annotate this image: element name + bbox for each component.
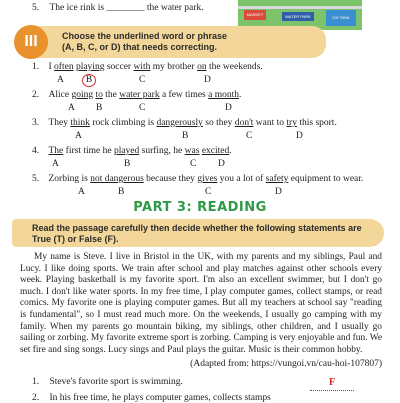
exercise-item: [32, 62, 263, 72]
item-number: 4.: [32, 146, 40, 156]
option-c: was: [184, 146, 200, 156]
exercise-item: [32, 146, 232, 156]
letter-a: A: [78, 187, 85, 197]
text: so they: [202, 118, 235, 128]
letter-d: D: [218, 159, 225, 169]
letter-c: C: [139, 75, 146, 85]
section-badge: III: [14, 25, 48, 59]
text: They: [48, 118, 71, 128]
option-a: think: [70, 118, 90, 128]
option-c: don't: [234, 118, 254, 128]
text: the weekends.: [206, 62, 263, 72]
part-heading: PART 3: READING: [133, 200, 267, 215]
option-b: dangerously: [156, 118, 203, 128]
section-instruction-banner: [26, 26, 326, 58]
option-a: not dangerous: [90, 174, 144, 184]
letter-c: C: [205, 187, 212, 197]
text: the: [102, 90, 120, 100]
instruction-line: Read the passage carefully then decide whether the following statements are: [32, 223, 362, 233]
text: soccer: [104, 62, 134, 72]
text: my brother: [150, 62, 198, 72]
letter-a: A: [75, 131, 82, 141]
text: .: [239, 90, 242, 100]
text: surfing, he: [139, 146, 185, 156]
text: equipment to wear.: [288, 174, 364, 184]
text: rock climbing is: [89, 118, 157, 128]
option-d: excited: [201, 146, 230, 156]
text: because they: [143, 174, 198, 184]
reading-passage: My name is Steve. I live in Bristol in the UK, with my parents and my siblings, Paul and Lucy. I like doing sports. We train after school and play matches against other schools every week. Playing basketball is my favorite sport. I'm also an excellent swimmer, but I don't go much. I don't like water sports. In my free time, I play computer games, collect stamps, or read comics. My favorite one is playing computer games. But all my teachers at school say "reading is fundamental", so I must read much more. On the weekends, I usually go camping with my family. When my parents go mountain biking, my siblings, other children, and I usually go sailing or zorbing. My favorite extreme sport is zorbing. Camping is very enjoyable and fun. We set fire and sing songs. Lucy sings and Paul plays the guitar. Music is their common hobby.: [20, 252, 382, 355]
reading-instruction-banner: [12, 219, 384, 247]
text: Zorbing is: [48, 174, 91, 184]
letter-b: B: [182, 131, 189, 141]
letter-d: D: [204, 75, 211, 85]
exercise-item: [32, 3, 204, 13]
answer-value: F: [328, 377, 336, 388]
item-number: 2.: [32, 393, 40, 403]
answer-blank: [310, 372, 354, 391]
option-d: on: [197, 62, 207, 72]
letter-c: C: [139, 103, 146, 113]
option-a: The: [48, 146, 64, 156]
exercise-item: [32, 118, 337, 128]
option-b: gives: [197, 174, 218, 184]
letter-b: B: [124, 159, 131, 169]
letter-d: D: [225, 103, 232, 113]
option-d: try: [286, 118, 297, 128]
item-number: 1.: [32, 377, 40, 387]
item-number: 2.: [32, 90, 40, 100]
text: you a lot of: [217, 174, 266, 184]
letter-c: C: [246, 131, 253, 141]
option-a: going: [71, 90, 94, 100]
letter-a: A: [68, 103, 75, 113]
map-label-ice-rink: ICE RINK: [326, 10, 356, 26]
statement-text: In his free time, he plays computer games, collects stamps: [49, 393, 271, 403]
item-number: 3.: [32, 118, 40, 128]
letter-c: C: [190, 159, 197, 169]
option-c: with: [133, 62, 151, 72]
letter-a: A: [57, 75, 64, 85]
exercise-item: [32, 174, 363, 184]
text: Alice: [48, 90, 72, 100]
exercise-item: [32, 90, 241, 100]
item-number: 1.: [32, 62, 40, 72]
option-c: safety: [265, 174, 289, 184]
option-c: water park: [119, 90, 160, 100]
map-label-market: MARKET: [244, 10, 266, 20]
letter-a: A: [52, 159, 59, 169]
text: want to: [253, 118, 287, 128]
letter-d: D: [275, 187, 282, 197]
text: first time he: [63, 146, 114, 156]
letter-b: B: [118, 187, 125, 197]
letter-d: D: [296, 131, 303, 141]
instruction-line: Choose the underlined word or phrase: [62, 31, 228, 41]
statement-item: [32, 393, 271, 403]
option-b: to: [95, 90, 103, 100]
text: I: [48, 62, 55, 72]
instruction-line: True (T) or False (F).: [32, 234, 119, 244]
text: .: [229, 146, 232, 156]
statement-item: [32, 377, 183, 387]
text: this sport.: [296, 118, 337, 128]
circled-answer: B: [82, 74, 96, 87]
item-number: 5.: [32, 3, 40, 13]
option-b: played: [113, 146, 140, 156]
item-number: 5.: [32, 174, 40, 184]
text: a few times: [159, 90, 209, 100]
passage-source: (Adapted from: https://vungoi.vn/cau-hoi-107807): [190, 359, 382, 369]
option-b: playing: [75, 62, 105, 72]
map-road: [238, 6, 362, 9]
item-text: The ice rink is ________ the water park.: [49, 3, 204, 13]
option-d: a month: [208, 90, 239, 100]
letter-b: B: [96, 103, 103, 113]
statement-text: Steve's favorite sport is swimming.: [49, 377, 183, 387]
map-label-water-park: WATER PARK: [282, 12, 314, 21]
instruction-line: (A, B, C, or D) that needs correcting.: [62, 42, 218, 52]
option-a: often: [54, 62, 74, 72]
